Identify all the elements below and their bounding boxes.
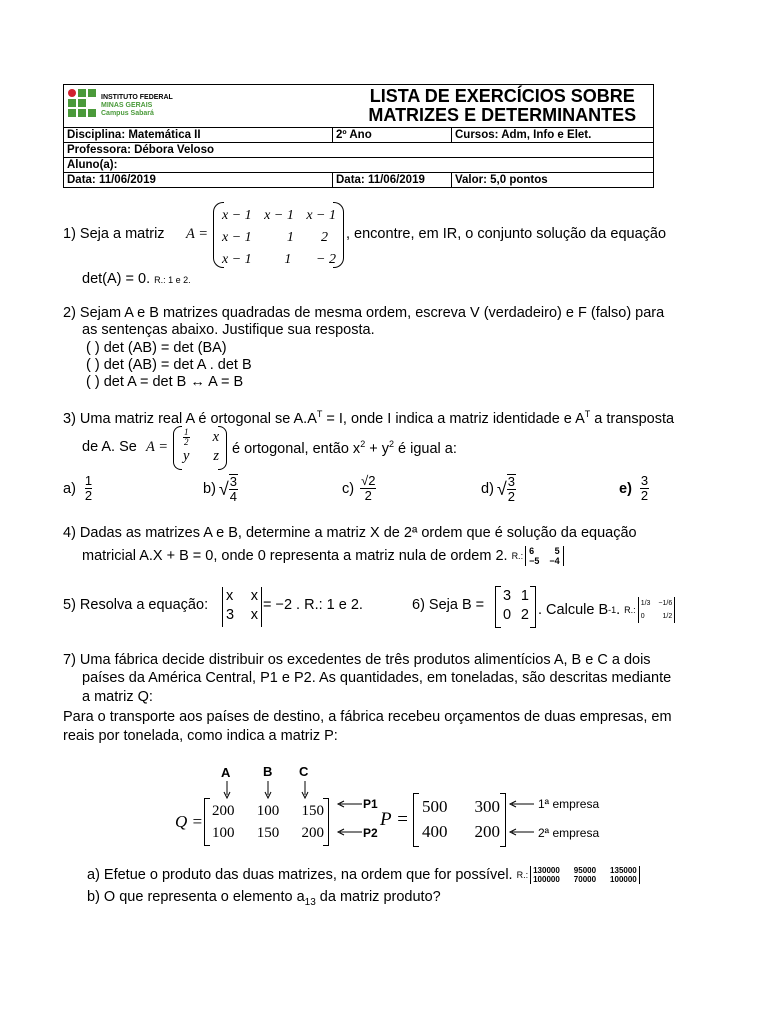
q3-option-d-label: d): [481, 481, 494, 497]
q3-option-d-num: 3: [507, 474, 516, 489]
q1-answer: R.: 1 e 2.: [154, 275, 191, 285]
q1-m11: x − 1: [222, 208, 252, 223]
q7-p-name: P =: [380, 809, 409, 830]
q3-sq1: 2: [360, 439, 366, 449]
q3-line2b: é ortogonal, então x: [232, 440, 361, 457]
q4-line1: 4) Dadas as matrizes A e B, determine a matriz X de 2ª ordem que é solução da equação: [63, 525, 637, 541]
q3-m21: y: [183, 448, 190, 464]
q7-r23: 100000: [610, 875, 637, 884]
q7-r21: 100000: [533, 875, 560, 884]
q5-d11: x: [226, 588, 234, 604]
q6-text: . Calcule B: [538, 602, 609, 618]
q3-option-a-den: 2: [84, 488, 93, 503]
q3-option-e-den: 2: [640, 488, 649, 503]
q6-a22: 1/2: [662, 613, 673, 620]
q7-p-matrix: [422, 794, 500, 844]
q3-m22: z: [213, 448, 219, 464]
q3-m11-den: 2: [184, 436, 189, 447]
q7-item-a: a) Efetue o produto das duas matrizes, na ordem que for possível.: [87, 867, 513, 883]
q7-q11: 200: [212, 803, 235, 819]
title-cell: [368, 85, 654, 128]
q5-det: [222, 587, 262, 627]
data-2: Data: 11/06/2019: [333, 173, 452, 188]
q4-answer-matrix: [525, 546, 564, 566]
q6-dot: .: [616, 602, 621, 618]
q7-q22: 150: [256, 825, 280, 841]
q3-option-b-den: 4: [229, 489, 238, 504]
q6-sup: -1: [608, 605, 617, 615]
q7-row-p2: P2: [363, 826, 378, 840]
q3-line1a: 3) Uma matriz real A é ortogonal se A.A: [63, 410, 317, 427]
aluno-field[interactable]: Aluno(a):: [64, 158, 654, 173]
page-title: LISTA DE EXERCÍCIOS SOBRE MATRIZES E DETERMINANTES: [368, 86, 637, 125]
q2-text2: as sentenças abaixo. Justifique sua resposta.: [82, 322, 375, 338]
q5-d22: x: [250, 607, 258, 623]
q7-col-b: B: [263, 764, 273, 779]
q3-option-e: [619, 474, 649, 503]
q7-p22: 200: [474, 822, 500, 841]
q7-p-bracket-left: [413, 793, 419, 847]
q1-m12: x − 1: [264, 208, 294, 223]
q1-matrix: [222, 205, 336, 271]
q3-m11-num: 1: [184, 426, 189, 437]
q1-m13: x − 1: [306, 208, 336, 223]
q6-a11: 1/3: [640, 600, 651, 607]
q5-text: = −2 . R.: 1 e 2.: [263, 597, 363, 613]
q7-r13: 135000: [610, 866, 637, 875]
q3-m12: x: [212, 428, 219, 445]
q1-text: , encontre, em IR, o conjunto solução da equação: [346, 226, 667, 242]
q3-line2a: de A. Se: [82, 439, 137, 455]
q2-item-2: ( ) det (AB) = det A . det B: [86, 357, 252, 373]
q7-line4: Para o transporte aos países de destino, a fábrica recebeu orçamentos de duas empresas, em: [63, 709, 672, 725]
q1-matrix-name: A =: [186, 226, 209, 242]
q1-m32: 1: [284, 252, 292, 267]
q5-intro: 5) Resolva a equação:: [63, 597, 209, 613]
q2-text: 2) Sejam A e B matrizes quadradas de mesma ordem, escreva V (verdadeiro) e F (falso) para: [63, 305, 665, 321]
q4-a11: 6: [529, 546, 535, 556]
q6-m12: 1: [520, 588, 529, 604]
q3-option-c-den: 2: [364, 488, 372, 503]
q6-answer-label: R.:: [624, 605, 636, 615]
q7-empresa-1: 1ª empresa: [538, 797, 600, 811]
q7-q21: 100: [212, 825, 235, 841]
q7-empresa-2: 2ª empresa: [538, 826, 600, 840]
q3-option-b-num: 3: [229, 474, 238, 489]
q7-q-name: Q =: [175, 812, 203, 831]
q3-line2c: + y: [365, 440, 389, 457]
q7-line1: 7) Uma fábrica decide distribuir os excedentes de três produtos alimentícios A, B e C a dois: [63, 652, 651, 668]
q7-q-matrix: [212, 800, 324, 844]
q1-m31: x − 1: [222, 252, 252, 267]
q7-item-a-answer-matrix: [530, 866, 640, 884]
sqrt-icon: √: [496, 478, 507, 499]
q7-p11: 500: [422, 797, 448, 816]
q7-col-c: C: [299, 764, 309, 779]
q1-m23: 2: [320, 230, 328, 245]
q3-paren-left: [173, 426, 182, 470]
q3-option-c-label: c): [342, 480, 355, 497]
q3-line2: [232, 439, 457, 457]
q2-item-1: ( ) det (AB) = det (BA): [86, 340, 227, 356]
q3-option-a-frac: [84, 474, 93, 503]
q2-item-3: ( ) det A = det B ↔ A = B: [86, 374, 244, 390]
q3-m11: [183, 428, 190, 447]
q7-r12: 95000: [573, 866, 597, 875]
q1-m33: − 2: [316, 252, 336, 267]
q3-option-d-frac: [507, 474, 516, 504]
q7-row-p1: P1: [363, 797, 378, 811]
q6-a21: 0: [640, 613, 645, 620]
q3-option-b: [203, 474, 238, 504]
q3-sup-t2: T: [584, 409, 591, 419]
q7-q23: 200: [301, 825, 324, 841]
institute-logo-icon: [67, 89, 97, 123]
q4-a22: −4: [549, 556, 560, 566]
ano: 2º Ano: [333, 128, 452, 143]
q7-item-b-text2: da matriz produto?: [315, 889, 441, 905]
logo-line-1: INSTITUTO FEDERAL: [101, 94, 173, 101]
q1-m21: x − 1: [222, 230, 252, 245]
q3-option-a-label: a): [63, 480, 76, 497]
q7-q13: 150: [301, 803, 324, 819]
q1-line2: [82, 271, 191, 287]
q6-answer-matrix: [638, 597, 676, 623]
left-arrows-icon: [508, 796, 538, 840]
q6-m22: 2: [520, 607, 529, 623]
q3-option-c-num: √2: [361, 473, 376, 488]
q3-paren-right: [218, 426, 227, 470]
q1-det: det(A) = 0.: [82, 271, 151, 287]
q3-matrix: [183, 426, 219, 466]
q7-p12: 300: [474, 797, 500, 816]
q3-matrix-name: A =: [146, 439, 169, 455]
q3-option-e-label: e): [619, 480, 632, 497]
q6-line: [538, 597, 675, 623]
q3-option-b-label: b): [203, 481, 216, 497]
q3-option-d: [481, 474, 516, 504]
q4-a12: 5: [554, 546, 560, 556]
q7-line5: reais por tonelada, como indica a matriz P:: [63, 728, 338, 744]
q4-answer-label: R.:: [511, 551, 524, 561]
q6-m21: 0: [503, 607, 512, 623]
data-1: Data: 11/06/2019: [64, 173, 333, 188]
q7-line3: a matriz Q:: [82, 689, 153, 705]
down-arrows-icon: [222, 780, 322, 800]
logo-line-3: Campus Sabará: [101, 110, 154, 117]
q3-option-a-num: 1: [84, 473, 93, 488]
q7-q12: 100: [256, 803, 280, 819]
q6-a12: −1/6: [658, 600, 673, 607]
q3-option-e-frac: [640, 474, 649, 503]
q3-sq2: 2: [388, 439, 394, 449]
q3-line1: [63, 409, 674, 427]
q7-item-a-wrap: [87, 866, 640, 884]
q7-item-a-answer-label: R.:: [516, 870, 529, 880]
q1-m22: 1: [286, 230, 294, 245]
q5-d21: 3: [226, 607, 235, 623]
q3-option-b-frac: [229, 474, 238, 504]
q7-r11: 130000: [533, 866, 560, 875]
header-table: [63, 84, 654, 188]
q7-item-b-text: b) O que representa o elemento a: [87, 889, 305, 905]
logo-line-2: MINAS GERAIS: [101, 102, 153, 109]
q4-a21: −5: [529, 556, 540, 566]
q6-matrix: [500, 587, 532, 625]
q5-d12: x: [250, 588, 258, 604]
professora: Professora: Débora Veloso: [64, 143, 654, 158]
q7-q-bracket-left: [204, 798, 210, 846]
disciplina: Disciplina: Matemática II: [64, 128, 333, 143]
q6-m11: 3: [503, 588, 512, 604]
q7-col-a: A: [221, 765, 231, 780]
q7-r22: 70000: [573, 875, 597, 884]
q6-intro: 6) Seja B =: [412, 597, 485, 613]
q3-line2d: é igual a:: [394, 440, 457, 457]
q3-option-c: [342, 474, 376, 503]
q3-option-d-den: 2: [507, 489, 516, 504]
q3-option-c-frac: [360, 474, 376, 503]
q7-p21: 400: [422, 822, 448, 841]
q7-item-b: [87, 889, 441, 908]
q7-item-b-sub: 13: [304, 896, 316, 908]
q4-line2: matricial A.X + B = 0, onde 0 representa a matriz nula de ordem 2.: [82, 548, 508, 564]
cursos: Cursos: Adm, Info e Elet.: [452, 128, 654, 143]
q7-p-bracket-right: [500, 793, 506, 847]
sqrt-icon: √: [218, 478, 229, 499]
q1-intro: 1) Seja a matriz: [63, 226, 165, 242]
q4-line2-wrap: [82, 546, 564, 566]
left-arrows-icon: [336, 796, 366, 840]
q3-option-a: [63, 474, 93, 503]
q3-line1c: a transposta: [590, 410, 675, 427]
valor: Valor: 5,0 pontos: [452, 173, 654, 188]
q3-sup-t: T: [316, 409, 323, 419]
q7-line2: países da América Central, P1 e P2. As quantidades, em toneladas, são descritas mediante: [82, 670, 672, 686]
q3-option-e-num: 3: [640, 473, 649, 488]
q3-line1b: = I, onde I indica a matriz identidade e A: [322, 410, 585, 427]
